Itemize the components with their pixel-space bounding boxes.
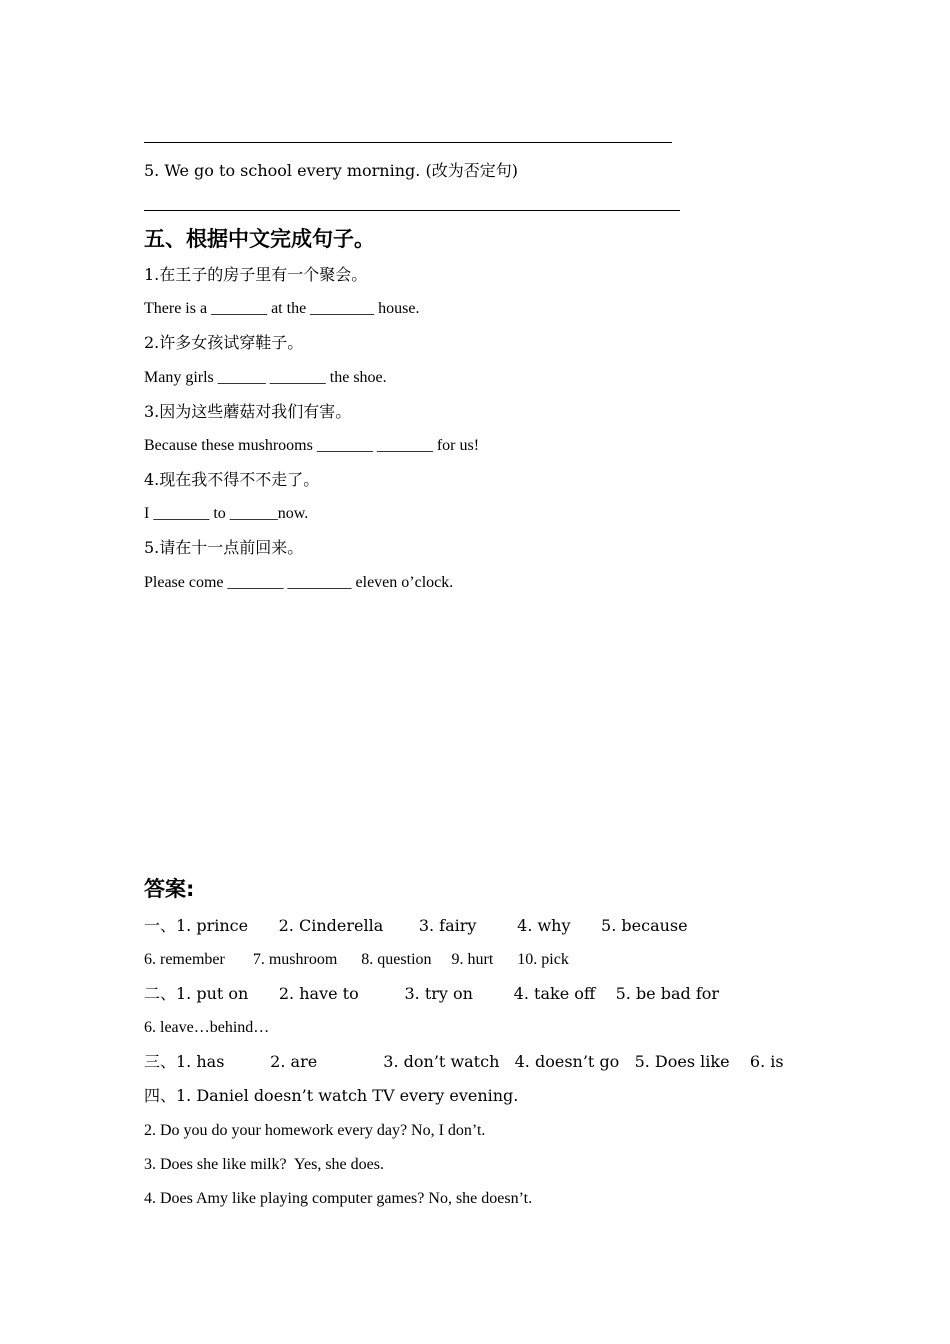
section-5-title: 五、根据中文完成句子。 xyxy=(144,227,375,251)
answer-line: 6. remember 7. mushroom 8. question 9. hurt 10. pick xyxy=(144,951,569,968)
answer-line-5 xyxy=(144,210,680,211)
section-5-item-2-en: Many girls ______ _______ the shoe. xyxy=(144,369,387,386)
question-5-transform: 5. We go to school every morning. (改为否定句) xyxy=(144,161,518,180)
answer-line: 四、1. Daniel doesn’t watch TV every evening. xyxy=(144,1086,519,1105)
answer-line: 三、1. has 2. are 3. don’t watch 4. doesn’t go 5. Does like 6. is xyxy=(144,1052,784,1071)
answer-line: 3. Does she like milk? Yes, she does. xyxy=(144,1156,384,1173)
section-5-item-3-cn: 3.因为这些蘑菇对我们有害。 xyxy=(144,402,352,421)
answer-line: 4. Does Amy like playing computer games? No, she doesn’t. xyxy=(144,1190,533,1207)
answer-line: 二、1. put on 2. have to 3. try on 4. take off 5. be bad for xyxy=(144,984,720,1003)
section-5-item-1-en: There is a _______ at the ________ house. xyxy=(144,300,420,317)
section-5-item-3-en: Because these mushrooms _______ _______ for us! xyxy=(144,437,480,454)
section-5-item-1-cn: 1.在王子的房子里有一个聚会。 xyxy=(144,265,368,284)
section-5-item-5-cn: 5.请在十一点前回来。 xyxy=(144,538,304,557)
answer-line: 6. leave…behind… xyxy=(144,1019,270,1036)
section-5-item-2-cn: 2.许多女孩试穿鞋子。 xyxy=(144,333,304,352)
answer-line-4 xyxy=(144,142,672,143)
section-5-item-5-en: Please come _______ ________ eleven o’clock. xyxy=(144,574,454,591)
section-5-item-4-en: I _______ to ______now. xyxy=(144,505,309,522)
answer-line: 2. Do you do your homework every day? No, I don’t. xyxy=(144,1122,486,1139)
answers-title: 答案: xyxy=(144,877,195,901)
answer-line: 一、1. prince 2. Cinderella 3. fairy 4. why 5. because xyxy=(144,916,688,935)
section-5-item-4-cn: 4.现在我不得不不走了。 xyxy=(144,470,320,489)
